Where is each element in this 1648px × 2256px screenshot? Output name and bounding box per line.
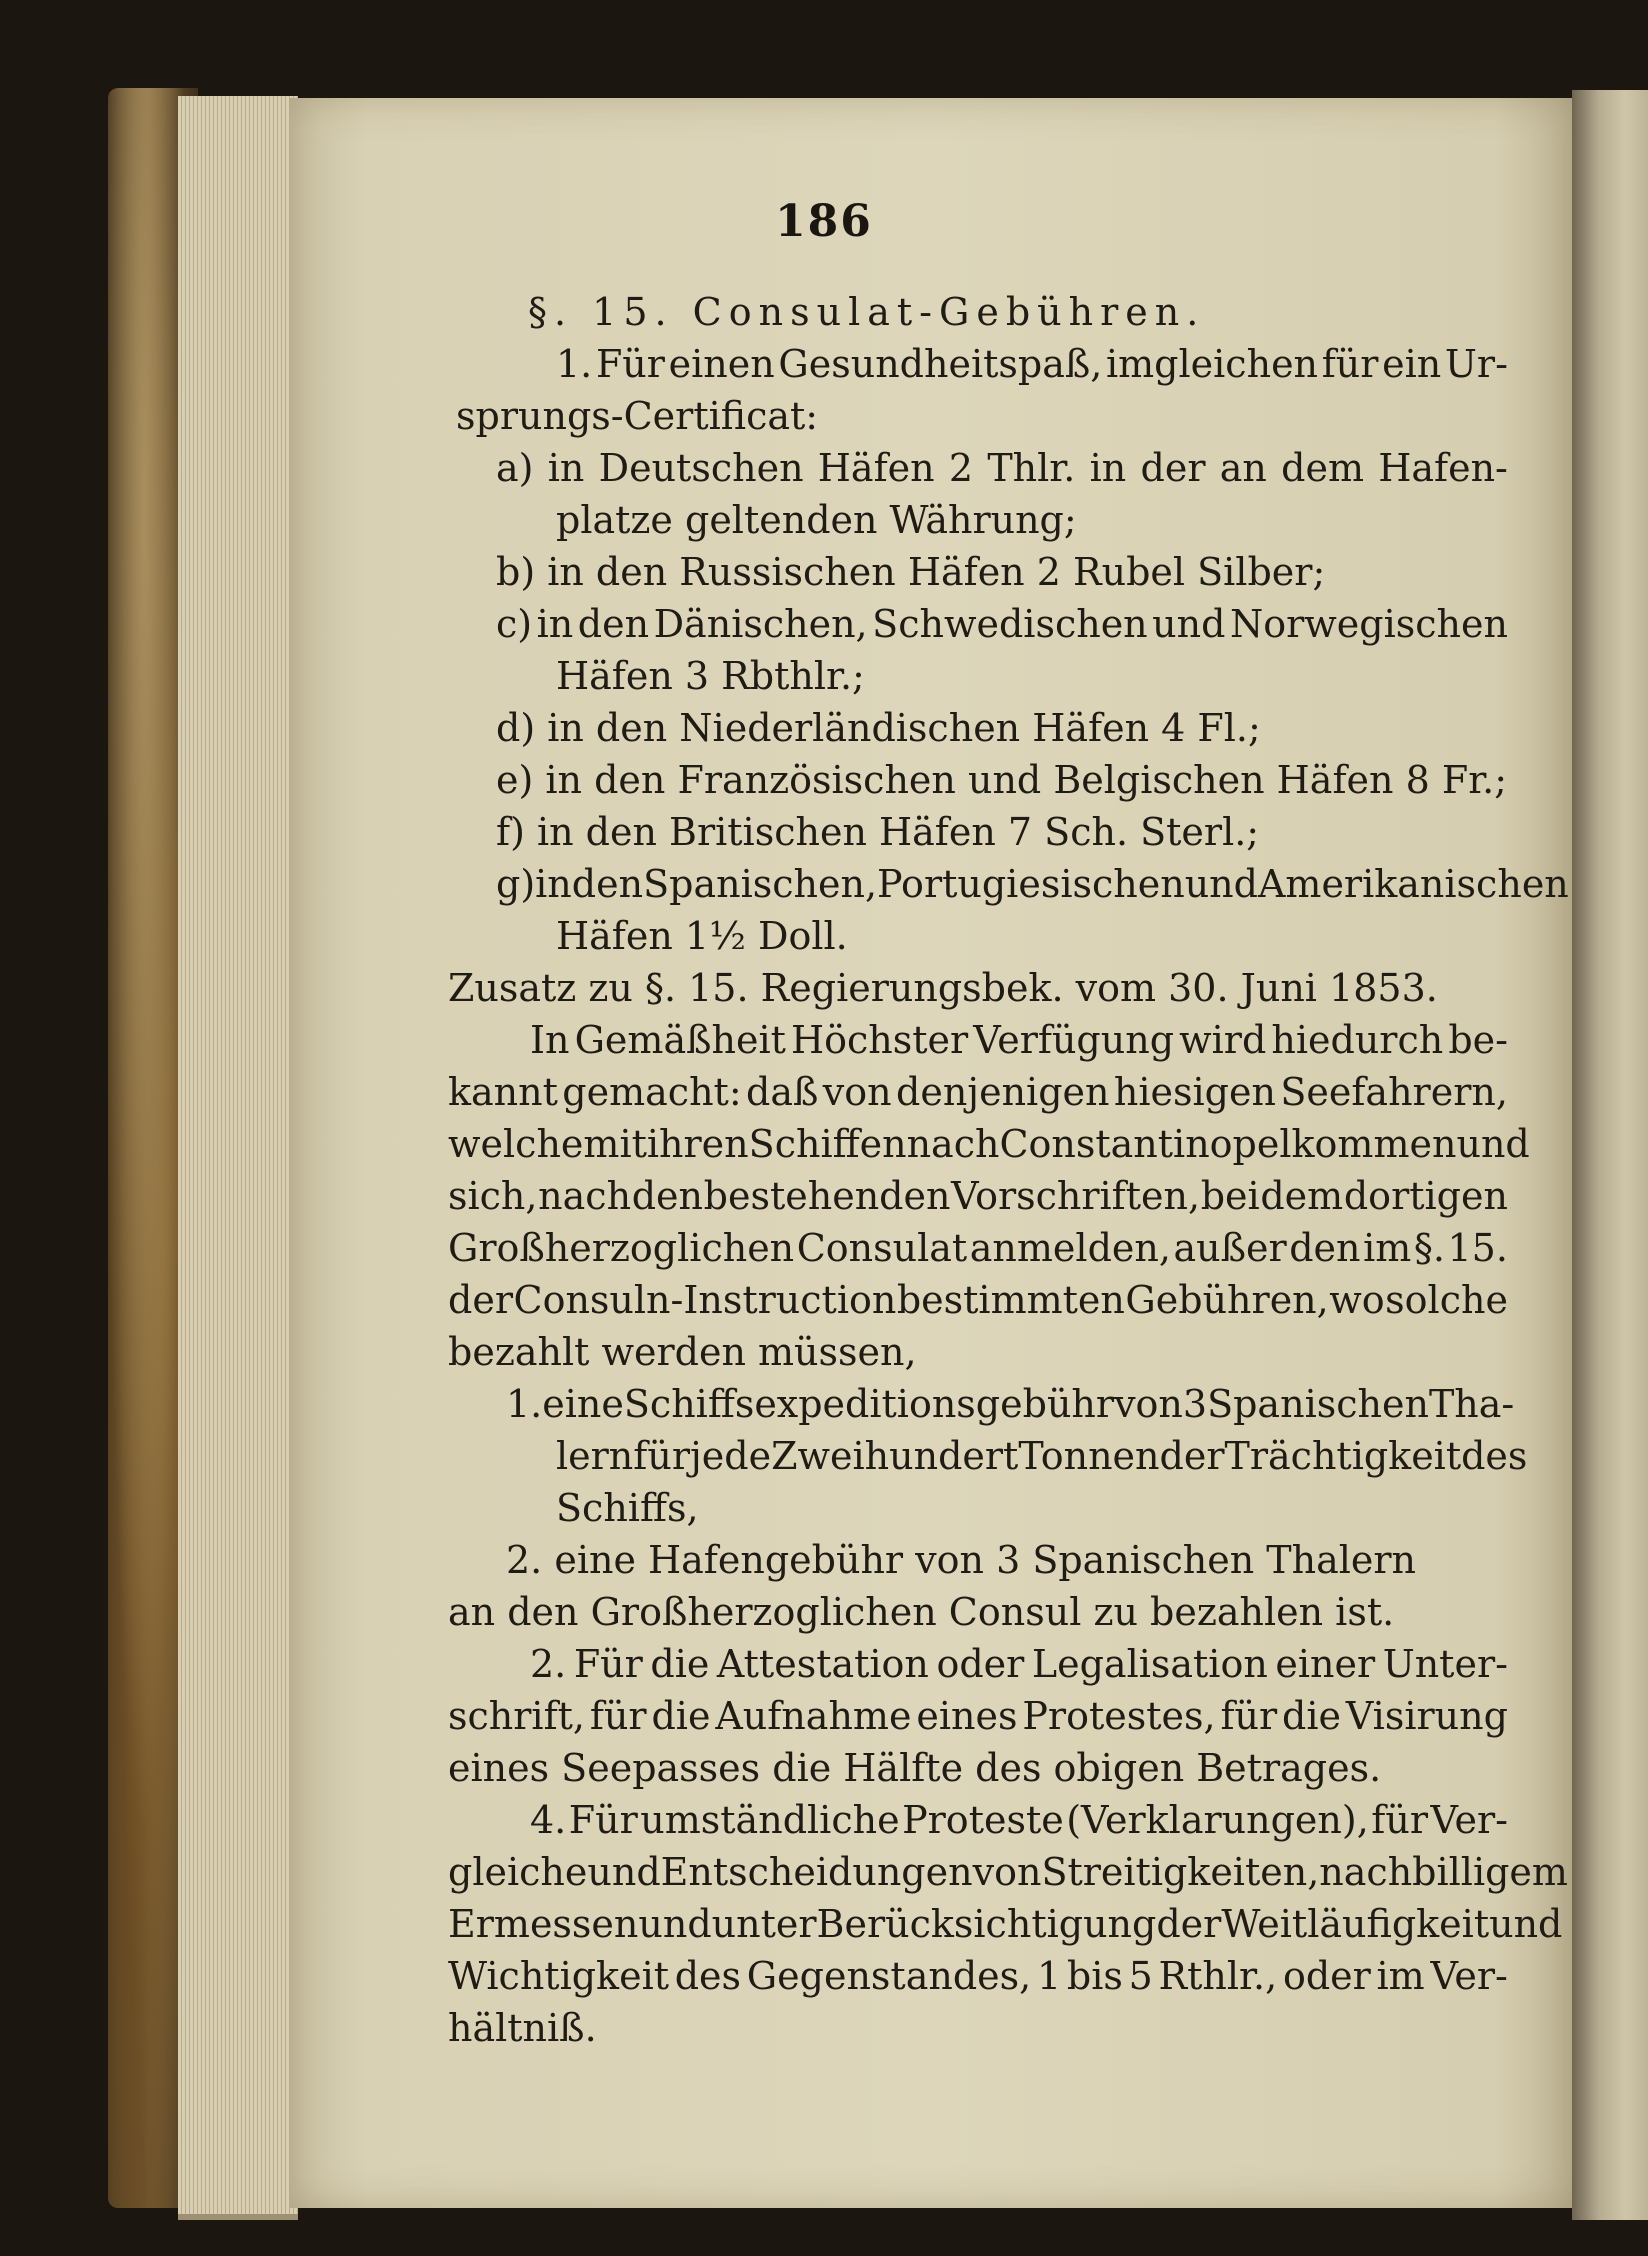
word: an (1219, 446, 1267, 490)
word: imgleichen (1106, 342, 1319, 386)
text-line: hältniß. (448, 2006, 597, 2050)
word: unter (711, 1902, 817, 1946)
word: bei (1200, 1174, 1260, 1218)
word: und (587, 1850, 661, 1894)
text-line (448, 1174, 1508, 1218)
word: Legalisation (1031, 1642, 1268, 1686)
word: eines (916, 1694, 1018, 1738)
text-line (448, 1694, 1508, 1738)
word: der (448, 1278, 513, 1322)
word: den (1289, 1226, 1361, 1270)
word: und (1152, 602, 1226, 646)
word: von (972, 1850, 1042, 1894)
word: Ur- (1444, 342, 1508, 386)
word: von (1114, 1382, 1183, 1426)
text-line: 2. eine Hafengebühr von 3 Spanischen Thalern (506, 1538, 1417, 1582)
word: 2 (948, 446, 974, 490)
text-line (448, 1850, 1568, 1894)
word: eine (542, 1382, 624, 1426)
word: Constantinopel (999, 1122, 1292, 1166)
word: hiedurch (1271, 1018, 1444, 1062)
text-line (448, 1122, 1530, 1166)
text-line (556, 342, 1508, 386)
word: solche (1385, 1278, 1508, 1322)
text-line (530, 1642, 1508, 1686)
word: den (571, 862, 644, 906)
text-line (448, 1070, 1508, 1114)
word: be- (1448, 1018, 1508, 1062)
word: Schiffen (748, 1122, 907, 1166)
word: Gegenstandes, (746, 1954, 1032, 1998)
word: Consulat (796, 1226, 968, 1270)
word: hiesigen (1113, 1070, 1276, 1114)
word: g) (496, 862, 536, 906)
word: Portugiesischen (877, 862, 1185, 906)
word: 1. (506, 1382, 543, 1426)
text-line (448, 1278, 1508, 1322)
word: Für (568, 1798, 638, 1842)
word: der (1140, 446, 1206, 490)
word: Spanischen (1207, 1382, 1429, 1426)
word: bis (1066, 1954, 1123, 1998)
text-line (448, 1954, 1508, 1998)
word: daß (746, 1070, 819, 1114)
word: billigem (1412, 1850, 1568, 1894)
word: in (547, 446, 585, 490)
word: Thlr. (987, 446, 1076, 490)
word: oder (936, 1642, 1025, 1686)
word: Rthlr., (1158, 1954, 1278, 1998)
text-line (448, 1226, 1508, 1270)
word: in (536, 602, 574, 646)
word: in (1089, 446, 1127, 490)
word: Wichtigkeit (448, 1954, 669, 1998)
word: Zweihundert (771, 1434, 1019, 1478)
word: lern (556, 1434, 634, 1478)
word: Verfügung (973, 1018, 1175, 1062)
word: anmelden, (969, 1226, 1171, 1270)
word: bestimmten (896, 1278, 1125, 1322)
word: bestehenden (703, 1174, 951, 1218)
text-line: f) in den Britischen Häfen 7 Sch. Sterl.; (496, 810, 1260, 854)
text-line: platze geltenden Währung; (556, 498, 1077, 542)
text-line: Zusatz zu §. 15. Regierungsbek. vom 30. Juni 1853. (448, 966, 1438, 1010)
word: wird (1179, 1018, 1267, 1062)
word: nach (1319, 1850, 1413, 1894)
word: c) (496, 602, 533, 646)
text-line (496, 446, 1508, 490)
word: dem (1281, 446, 1364, 490)
word: Gesundheitspaß, (778, 342, 1103, 386)
word: Ermessen (448, 1902, 639, 1946)
word: 1. (556, 342, 593, 386)
word: Deutschen (598, 446, 804, 490)
word: Für (573, 1642, 643, 1686)
text-line (506, 1382, 1515, 1426)
page-number: 186 (775, 196, 873, 247)
word: Großherzoglichen (448, 1226, 795, 1270)
word: 2. (530, 1642, 567, 1686)
word: Ver- (1430, 1798, 1508, 1842)
word: Entscheidungen (660, 1850, 973, 1894)
word: Höchster (790, 1018, 969, 1062)
word: Vorschriften, (951, 1174, 1201, 1218)
word: mit (583, 1122, 647, 1166)
word: des (1461, 1434, 1528, 1478)
text-line: eines Seepasses die Hälfte des obigen Betrages. (448, 1746, 1382, 1790)
word: Schwedischen (872, 602, 1148, 646)
word: die (650, 1642, 710, 1686)
word: von (822, 1070, 892, 1114)
text-line: an den Großherzoglichen Consul zu bezahlen ist. (448, 1590, 1395, 1634)
word: Weitläufigkeit (1221, 1902, 1490, 1946)
word: Amerikanischen (1257, 862, 1569, 906)
word: Schiffsexpeditionsgebühr (623, 1382, 1115, 1426)
text-line: b) in den Russischen Häfen 2 Rubel Silber; (496, 550, 1326, 594)
word: Für (595, 342, 665, 386)
text-line (496, 862, 1569, 906)
text-line: sprungs-Certificat: (456, 394, 819, 438)
word: im (1376, 1954, 1425, 1998)
word: oder (1282, 1954, 1371, 1998)
text-line: d) in den Niederländischen Häfen 4 Fl.; (496, 706, 1261, 750)
word: a) (496, 446, 534, 490)
word: jede (689, 1434, 772, 1478)
text-line: Schiffs, (556, 1486, 699, 1530)
word: Unter- (1382, 1642, 1508, 1686)
word: 1 (1036, 1954, 1062, 1998)
word: kannt (448, 1070, 558, 1114)
word: in (535, 862, 572, 906)
word: dem (1260, 1174, 1344, 1218)
word: für (1220, 1694, 1278, 1738)
word: nach (538, 1174, 632, 1218)
word: (Verklarungen), (1066, 1798, 1369, 1842)
word: §. (1413, 1226, 1445, 1270)
text-line: Häfen 3 Rbthlr.; (556, 654, 865, 698)
text-line (530, 1018, 1508, 1062)
text-line: e) in den Französischen und Belgischen Häfen 8 Fr.; (496, 758, 1508, 802)
word: 15. (1447, 1226, 1508, 1270)
text-line (530, 1798, 1508, 1842)
word: und (638, 1902, 712, 1946)
text-line: Häfen 1½ Doll. (556, 914, 848, 958)
word: für (1321, 342, 1379, 386)
word: Attestation (716, 1642, 929, 1686)
word: Streitigkeiten, (1041, 1850, 1320, 1894)
word: Trächtigkeit (1224, 1434, 1462, 1478)
word: wo (1329, 1278, 1385, 1322)
word: Ver- (1430, 1954, 1508, 1998)
text-line (496, 602, 1508, 646)
word: Consuln-Instruction (513, 1278, 897, 1322)
word: der (1156, 1902, 1222, 1946)
word: den (631, 1174, 703, 1218)
text-line: §. 15. Consulat-Gebühren. (528, 290, 1206, 334)
word: einen (668, 342, 775, 386)
word: gemacht: (562, 1070, 742, 1114)
word: welche (448, 1122, 584, 1166)
word: 4. (530, 1798, 567, 1842)
word: die (651, 1694, 711, 1738)
word: schrift, (448, 1694, 585, 1738)
word: Dänischen, (653, 602, 868, 646)
word: 3 (1182, 1382, 1208, 1426)
word: Protestes, (1022, 1694, 1216, 1738)
word: ein (1382, 342, 1442, 386)
word: den (577, 602, 650, 646)
word: denjenigen (896, 1070, 1110, 1114)
word: die (1282, 1694, 1342, 1738)
word: im (1363, 1226, 1412, 1270)
word: Norwegischen (1229, 602, 1508, 646)
word: Aufnahme (715, 1694, 912, 1738)
word: nach (906, 1122, 1000, 1166)
word: Seefahrern, (1280, 1070, 1508, 1114)
word: Tonnen (1018, 1434, 1160, 1478)
word: Berücksichtigung (816, 1902, 1157, 1946)
word: Proteste (902, 1798, 1064, 1842)
word: für (1371, 1798, 1428, 1842)
word: Hafen- (1378, 446, 1508, 490)
word: und (1456, 1122, 1530, 1166)
word: ihren (646, 1122, 749, 1166)
word: einer (1275, 1642, 1376, 1686)
word: der (1159, 1434, 1225, 1478)
word: 5 (1128, 1954, 1153, 1998)
word: außer (1173, 1226, 1287, 1270)
word: sich, (448, 1174, 538, 1218)
word: dortigen (1343, 1174, 1508, 1218)
word: für (589, 1694, 647, 1738)
word: des (674, 1954, 742, 1998)
text-line (556, 1434, 1528, 1478)
text-line: bezahlt werden müssen, (448, 1330, 917, 1374)
word: Häfen (817, 446, 935, 490)
word: für (633, 1434, 690, 1478)
word: Spanischen, (643, 862, 878, 906)
word: gleiche (448, 1850, 588, 1894)
text-line (448, 1902, 1563, 1946)
word: umständliche (640, 1798, 900, 1842)
word: kommen (1291, 1122, 1457, 1166)
word: Tha- (1428, 1382, 1515, 1426)
word: In (530, 1018, 570, 1062)
word: Gebühren, (1125, 1278, 1329, 1322)
word: und (1489, 1902, 1563, 1946)
word: Visirung (1345, 1694, 1508, 1738)
word: und (1184, 862, 1258, 906)
word: Gemäßheit (574, 1018, 786, 1062)
